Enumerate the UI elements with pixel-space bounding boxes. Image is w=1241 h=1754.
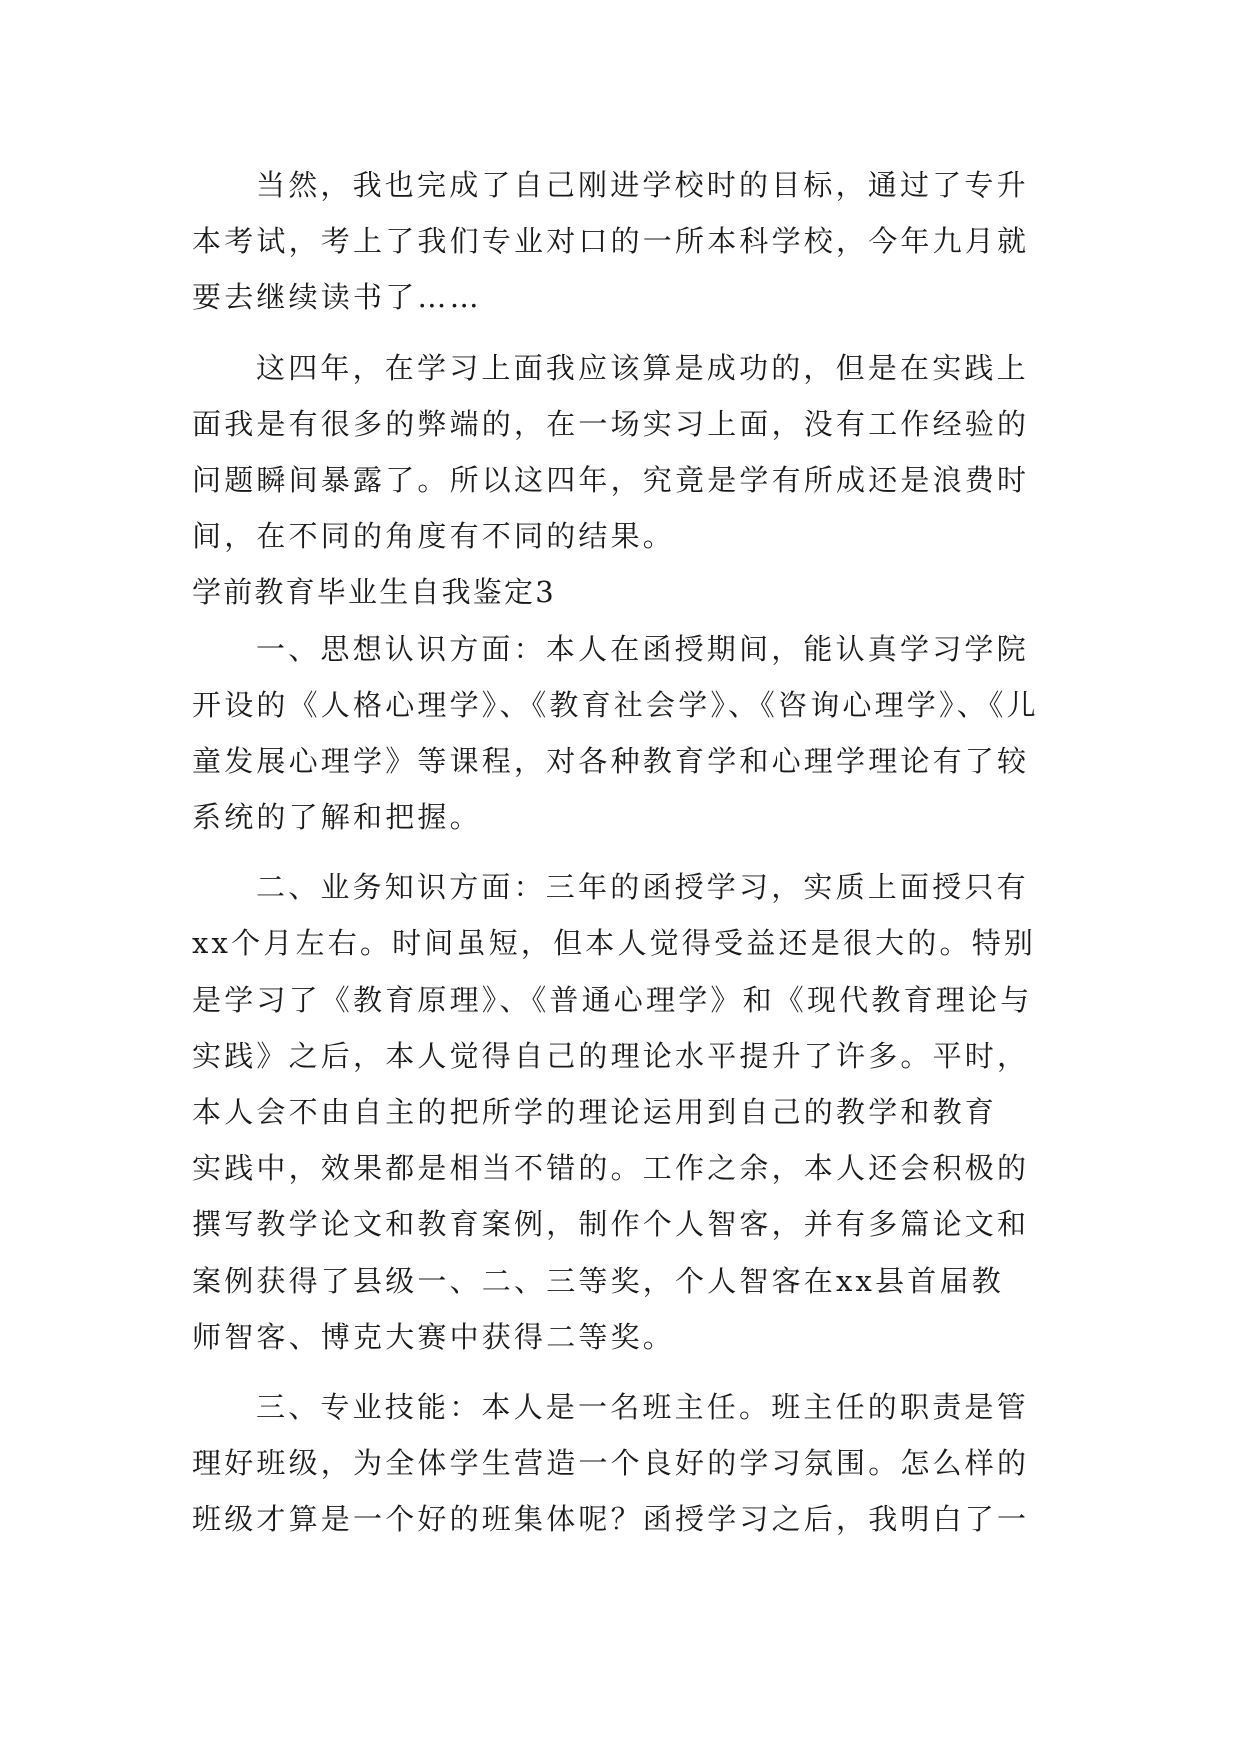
text-line: 一、思想认识方面：本人在函授期间，能认真学习学院 [256, 631, 1029, 666]
section-title: 学前教育毕业生自我鉴定3 [192, 575, 556, 610]
text-line: 三、专业技能：本人是一名班主任。班主任的职责是管 [256, 1389, 1029, 1424]
paragraph-ideological-understanding [192, 621, 1050, 846]
text-line: 间，在不同的角度有不同的结果。 [192, 519, 676, 554]
text-line: 师智客、博克大赛中获得二等奖。 [192, 1319, 676, 1354]
paragraph-goal-achieved [192, 157, 1050, 326]
paragraph-professional-skills [192, 1379, 1050, 1548]
text-line: 二、业务知识方面：三年的函授学习，实质上面授只有 [256, 870, 1029, 905]
text-line: 本考试，考上了我们专业对口的一所本科学校，今年九月就 [192, 224, 1030, 259]
text-line: 开设的《人格心理学》、《教育社会学》、《咨询心理学》、《儿 [192, 687, 1039, 722]
text-line: 当然，我也完成了自己刚进学校时的目标，通过了专升 [256, 168, 1029, 202]
section-heading [192, 564, 1050, 620]
text-line: 案例获得了县级一、二、三等奖，个人智客在xx县首届教 [192, 1263, 1004, 1298]
text-line: 撰写教学论文和教育案例，制作个人智客，并有多篇论文和 [192, 1207, 1030, 1242]
text-line: 是学习了《教育原理》、《普通心理学》和《现代教育理论与 [192, 982, 1033, 1017]
text-line: 面我是有很多的弊端的，在一场实习上面，没有工作经验的 [192, 406, 1030, 441]
text-line: xx个月左右。时间虽短，但本人觉得受益还是很大的。特别 [192, 926, 1037, 961]
text-line: 要去继续读书了…… [192, 280, 482, 315]
text-line: 班级才算是一个好的班集体呢？函授学习之后，我明白了一 [192, 1502, 1030, 1537]
paragraph-four-years [192, 340, 1050, 565]
text-line: 理好班级，为全体学生营造一个良好的学习氛围。怎么样的 [192, 1446, 1030, 1481]
paragraph-professional-knowledge [192, 859, 1050, 1365]
text-line: 童发展心理学》等课程，对各种教育学和心理学理论有了较 [192, 743, 1030, 778]
text-line: 这四年，在学习上面我应该算是成功的，但是在实践上 [256, 350, 1029, 385]
text-line: 系统的了解和把握。 [192, 800, 482, 835]
text-line: 实践中，效果都是相当不错的。工作之余，本人还会积极的 [192, 1151, 1030, 1186]
text-line: 本人会不由自主的把所学的理论运用到自己的教学和教育 [192, 1095, 998, 1129]
text-line: 实践》之后，本人觉得自己的理论水平提升了许多。平时， [192, 1038, 1030, 1073]
document-body [192, 157, 1050, 1548]
text-line: 问题瞬间暴露了。所以这四年，究竟是学有所成还是浪费时 [192, 462, 1030, 497]
